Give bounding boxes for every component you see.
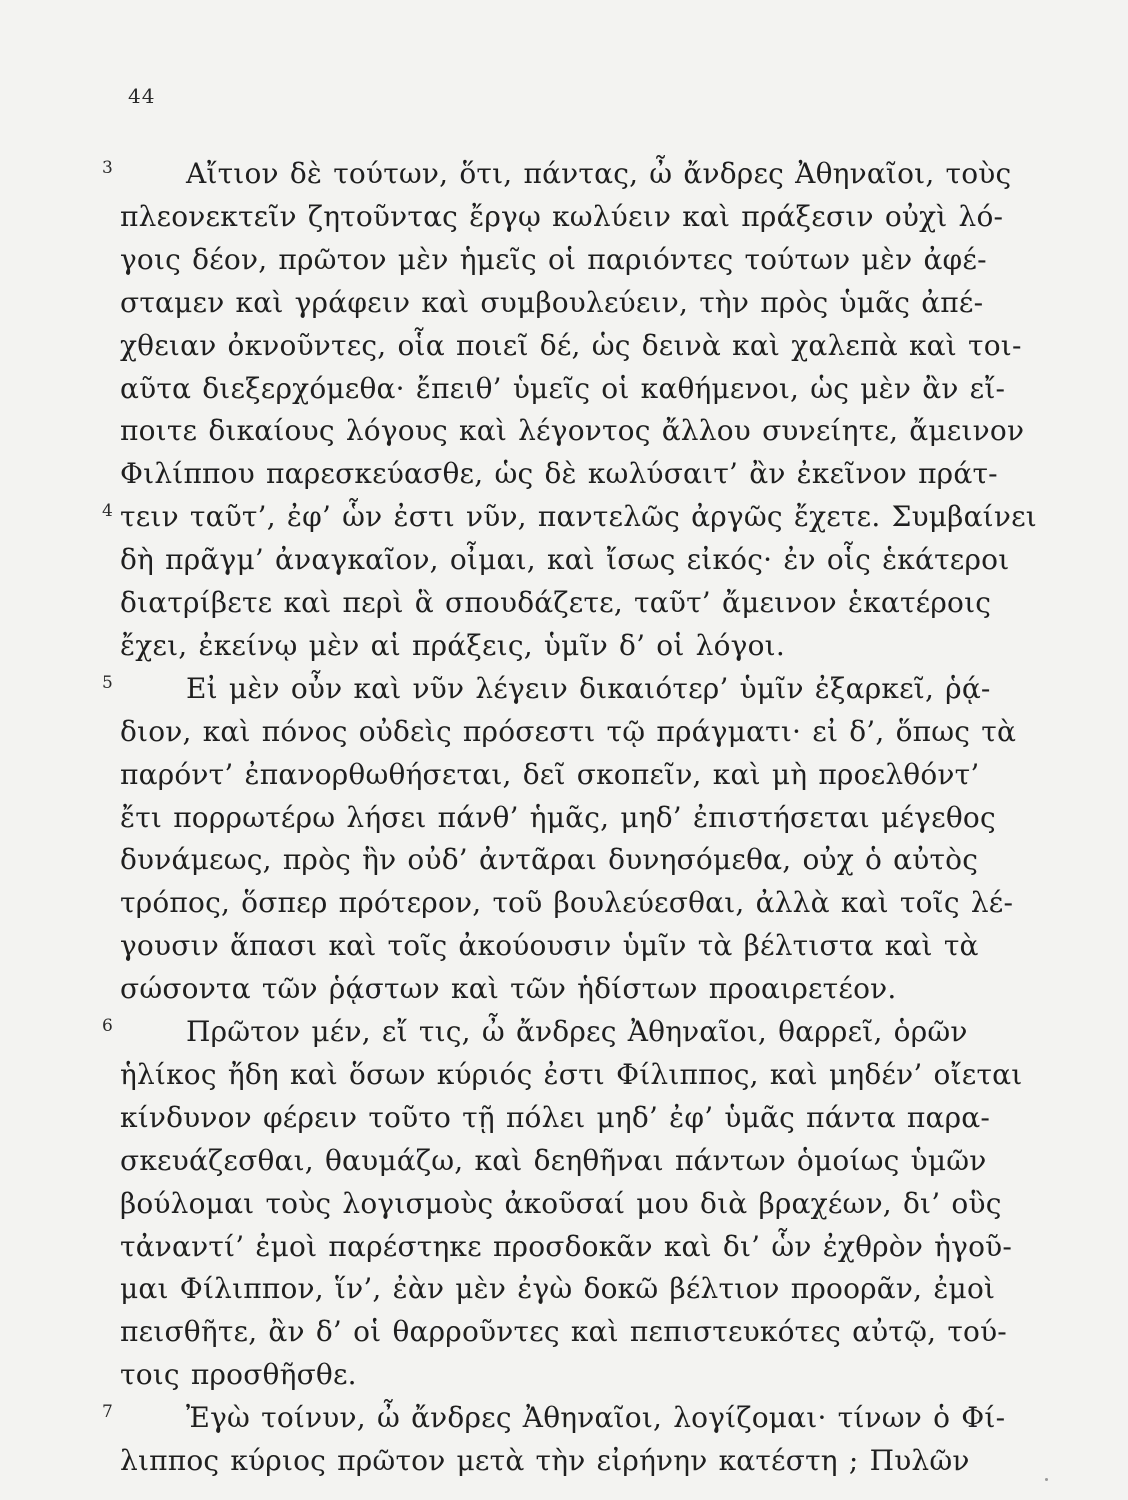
text-line: σταμεν καὶ γράφειν καὶ συμβουλεύειν, τὴν πρὸς ὑμᾶς ἀπέ- [120, 286, 984, 319]
text-line: Αἴτιον δὲ τούτων, ὅτι, πάντας, ὦ ἄνδρες Ἀθηναῖοι, τοὺς [186, 157, 1012, 190]
section-number-7: 7 [102, 1402, 113, 1422]
text-line: τἀναντί’ ἐμοὶ παρέστηκε προσδοκᾶν καὶ δι’ ὧν ἐχθρὸν ἡγοῦ- [120, 1230, 1013, 1263]
text-line: δὴ πρᾶγμ’ ἀναγκαῖον, οἶμαι, καὶ ἴσως εἰκός· ἐν οἷς ἑκάτεροι [120, 543, 1010, 576]
text-line: Εἰ μὲν οὖν καὶ νῦν λέγειν δικαιότερ’ ὑμῖν ἐξαρκεῖ, ῥᾴ- [186, 672, 991, 705]
scan-speck [1045, 1478, 1048, 1481]
text-line: Πρῶτον μέν, εἴ τις, ὦ ἄνδρες Ἀθηναῖοι, θαρρεῖ, ὁρῶν [186, 1015, 968, 1048]
text-line: Φιλίππου παρεσκεύασθε, ὡς δὲ κωλύσαιτ’ ἂν ἐκεῖνον πράτ- [120, 457, 998, 490]
text-line: λιππος κύριος πρῶτον μετὰ τὴν εἰρήνην κατέστη ; Πυλῶν [120, 1444, 970, 1477]
text-line: ἔχει, ἐκείνῳ μὲν αἱ πράξεις, ὑμῖν δ’ οἱ λόγοι. [120, 629, 785, 662]
text-line: πεισθῆτε, ἂν δ’ οἱ θαρροῦντες καὶ πεπιστευκότες αὐτῷ, τού- [120, 1315, 1007, 1348]
text-line: γοις δέον, πρῶτον μὲν ἡμεῖς οἱ παριόντες τούτων μὲν ἀφέ- [120, 243, 987, 276]
section-number-4: 4 [102, 501, 113, 521]
text-line: δυνάμεως, πρὸς ἣν οὐδ’ ἀντᾶραι δυνησόμεθα, οὐχ ὁ αὐτὸς [120, 843, 979, 876]
section-number-5: 5 [102, 673, 113, 693]
text-line: Ἐγὼ τοίνυν, ὦ ἄνδρες Ἀθηναῖοι, λογίζομαι· τίνων ὁ Φί- [186, 1401, 1006, 1434]
text-line: διατρίβετε καὶ περὶ ἃ σπουδάζετε, ταῦτ’ ἄμεινον ἑκατέροις [120, 586, 992, 619]
text-line: ἔτι πορρωτέρω λήσει πάνθ’ ἡμᾶς, μηδ’ ἐπιστήσεται μέγεθος [120, 801, 996, 834]
text-line: κίνδυνον φέρειν τοῦτο τῇ πόλει μηδ’ ἐφ’ ὑμᾶς πάντα παρα- [120, 1101, 991, 1134]
text-line: σώσοντα τῶν ῥᾴστων καὶ τῶν ἡδίστων προαιρετέον. [120, 972, 897, 1005]
text-line: μαι Φίλιππον, ἵν’, ἐὰν μὲν ἐγὼ δοκῶ βέλτιον προορᾶν, ἐμοὶ [120, 1272, 996, 1305]
text-line: βούλομαι τοὺς λογισμοὺς ἀκοῦσαί μου διὰ βραχέων, δι’ οὓς [120, 1187, 1002, 1220]
text-line: τοις προσθῆσθε. [120, 1358, 357, 1391]
text-line: σκευάζεσθαι, θαυμάζω, καὶ δεηθῆναι πάντων ὁμοίως ὑμῶν [120, 1144, 987, 1177]
section-number-3: 3 [102, 158, 113, 178]
text-line: τειν ταῦτ’, ἐφ’ ὧν ἐστι νῦν, παντελῶς ἀργῶς ἔχετε. Συμβαίνει [120, 500, 1037, 533]
text-line: τρόπος, ὅσπερ πρότερον, τοῦ βουλεύεσθαι, ἀλλὰ καὶ τοῖς λέ- [120, 886, 1014, 919]
text-line: διον, καὶ πόνος οὐδεὶς πρόσεστι τῷ πράγματι· εἰ δ’, ὅπως τὰ [120, 715, 1017, 748]
text-line: χθειαν ὀκνοῦντες, οἷα ποιεῖ δέ, ὡς δεινὰ καὶ χαλεπὰ καὶ τοι- [120, 329, 1022, 362]
text-line: αῦτα διεξερχόμεθα· ἔπειθ’ ὑμεῖς οἱ καθήμενοι, ὡς μὲν ἂν εἴ- [120, 372, 1006, 405]
text-line: ἡλίκος ἤδη καὶ ὅσων κύριός ἐστι Φίλιππος, καὶ μηδέν’ οἴεται [120, 1058, 1023, 1091]
page-number: 44 [128, 84, 156, 108]
text-line: γουσιν ἅπασι καὶ τοῖς ἀκούουσιν ὑμῖν τὰ βέλτιστα καὶ τὰ [120, 929, 979, 962]
text-line: παρόντ’ ἐπανορθωθήσεται, δεῖ σκοπεῖν, καὶ μὴ προελθόντ’ [120, 758, 980, 791]
section-number-6: 6 [102, 1016, 113, 1036]
text-line: ποιτε δικαίους λόγους καὶ λέγοντος ἄλλου συνείητε, ἄμεινον [120, 414, 1025, 447]
text-line: πλεονεκτεῖν ζητοῦντας ἔργῳ κωλύειν καὶ πράξεσιν οὐχὶ λό- [120, 200, 1004, 233]
